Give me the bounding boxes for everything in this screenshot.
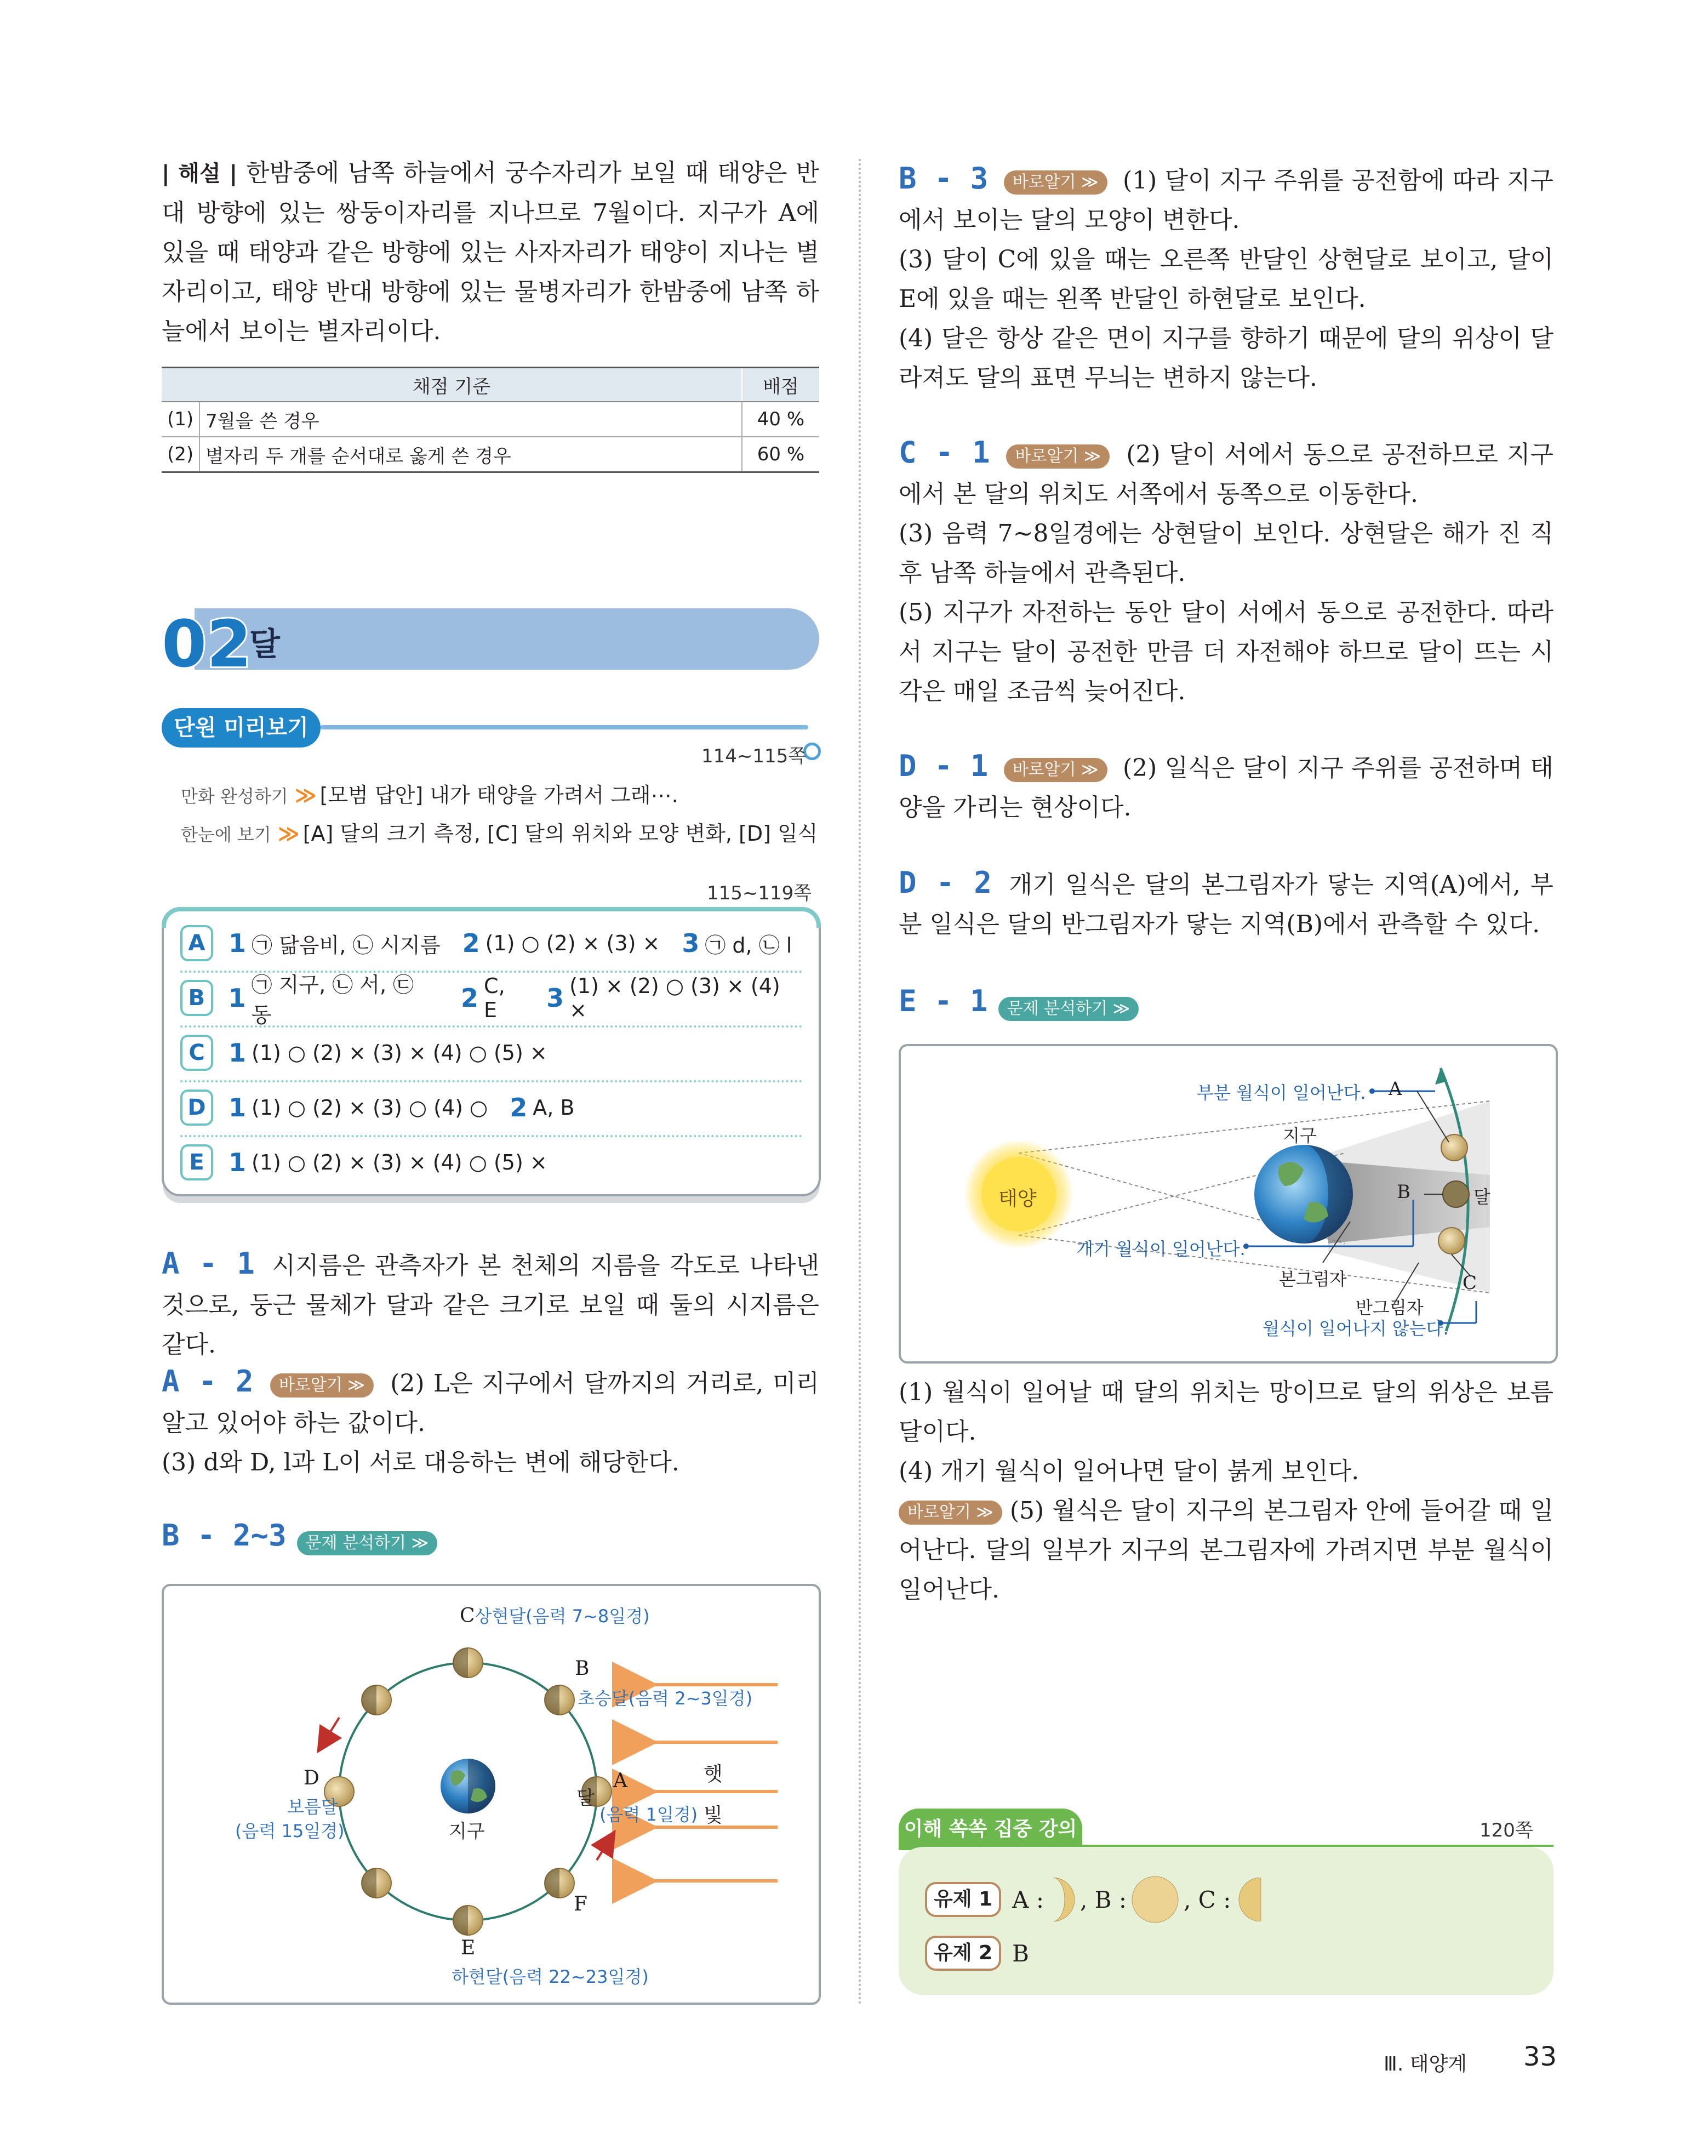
moon-phase-diagram <box>162 1584 821 2005</box>
moon-c-caption: C상현달(음력 7~8일경) <box>460 1605 650 1627</box>
moon-a-icon <box>1441 1134 1467 1161</box>
d1-block: D - 1 바로알기 ≫ (2) 일식은 달이 지구 주위를 공전하며 태양을 가리는 현상이다. <box>899 749 1553 822</box>
explanation-text: | 해설 | 한밤중에 남쪽 하늘에서 궁수자리가 보일 때 태양은 반대 방향에 있는 쌍둥이자리를 지나므로 7월이다. 지구가 A에 있을 때 태양과 같은 방향에 있는 사자자리가 태양이 지나는 별자리이고, 태양 반대 방향에 있는 물병자리가 한밤중에 남쪽 하늘에서 보이는 별자리이다. <box>162 159 819 345</box>
moon-d-caption: 보름달 <box>287 1796 338 1817</box>
preview-label: 단원 미리보기 <box>162 708 321 748</box>
preview-pages: 114~115쪽 <box>701 745 807 767</box>
explanation-block <box>162 153 819 473</box>
moon-phase-c-icon <box>1236 1878 1264 1921</box>
earth-icon <box>1254 1145 1353 1244</box>
moon-b-icon <box>1443 1181 1469 1207</box>
moon-b-letter: B <box>575 1657 590 1680</box>
e1-heading: E - 1 문제 분석하기 ≫ <box>899 984 1146 1021</box>
moon-b-letter: B <box>1397 1181 1410 1203</box>
moon-b-caption: 초승달(음력 2~3일경) <box>578 1688 753 1709</box>
exercise-2: 유제 2 B <box>925 1936 1029 1971</box>
moon-e-letter: E <box>461 1937 476 1959</box>
d2-block: D - 2 개기 일식은 달의 본그림자가 닿는 지역(A)에서, 부분 일식은 달의 반그림자가 닿는 지역(B)에서 관측할 수 있다. <box>899 865 1553 938</box>
moon-phase-b-icon <box>1129 1875 1181 1924</box>
preview-item: 한눈에 보기 ≫ [A] 달의 크기 측정, [C] 달의 위치와 모양 변화, [D] 일식 <box>181 822 818 846</box>
moon-orbit-figure <box>164 1586 819 2003</box>
total-eclipse-label: 개기 월식이 일어난다. <box>1076 1239 1246 1259</box>
answer-pages: 115~119쪽 <box>707 882 812 904</box>
b23-heading: B - 2~3 문제 분석하기 ≫ <box>162 1518 445 1555</box>
column-divider <box>859 159 861 2006</box>
earth-label: 지구 <box>449 1821 485 1843</box>
moon-phase-a-icon <box>1047 1878 1080 1921</box>
page-number: 33 <box>1523 2041 1557 2072</box>
b3-block: B - 3 바로알기 ≫ (1) 달이 지구 주위를 공전함에 따라 지구에서 보이는 달의 모양이 변한다. (3) 달이 C에 있을 때는 오른쪽 반달인 상현달로 보이고, 달이 E에 있을 때는 왼쪽 반달인 하현달로 보인다. (4) 달은 항상 같은 면이 지구를 향하기 때문에 달의 위상이 달라져도 달의 표면 무늬는 변하지 않는다. <box>899 161 1553 392</box>
sun-label: 태양 <box>998 1188 1037 1210</box>
preview-item: 만화 완성하기 ≫ [모범 답안] 내가 태양을 가려서 그래⋯. <box>181 783 678 807</box>
focus-lecture-box <box>899 1847 1553 1995</box>
umbra-label: 본그림자 <box>1279 1269 1347 1290</box>
moon-c-icon <box>1438 1228 1465 1254</box>
sunlight-label-1: 햇 <box>704 1763 723 1786</box>
answer-row-b: B 1 ㉠ 지구, ㉡ 서, ㉢ 동 2 C, E 3 (1) × (2) ○ (3) × (4) × <box>180 971 802 1028</box>
lunar-eclipse-diagram <box>899 1044 1558 1364</box>
no-eclipse-label: 월식이 일어나지 않는다. <box>1263 1318 1449 1339</box>
moon-d-date: (음력 15일경) <box>235 1821 345 1841</box>
answer-box <box>162 907 821 1196</box>
moon-e-caption: 하현달(음력 22~23일경) <box>452 1966 649 1987</box>
answer-row-c: C 1 (1) ○ (2) × (3) × (4) ○ (5) × <box>180 1025 802 1082</box>
moon-a-letter: A <box>613 1770 627 1792</box>
table-row: (1) 7월을 쓴 경우 40 % <box>162 402 819 437</box>
criteria-header: 채점 기준 <box>162 368 742 402</box>
moon-c-letter: C <box>1463 1272 1477 1294</box>
answer-row-d: D 1 (1) ○ (2) × (3) ○ (4) ○ 2 A, B <box>180 1080 802 1137</box>
section-banner <box>162 606 819 682</box>
focus-lecture-label: 이해 쏙쏙 집중 강의 <box>899 1809 1082 1850</box>
penumbra-label: 반그림자 <box>1356 1297 1424 1318</box>
moon-a-letter: A <box>1389 1078 1402 1100</box>
moon-label: 달 <box>1473 1187 1490 1207</box>
moon-a-caption: (음력 1일경) <box>599 1804 698 1825</box>
partial-eclipse-label: 부분 월식이 일어난다. <box>1197 1082 1366 1103</box>
earth-icon <box>441 1759 495 1813</box>
section-title: 달 <box>249 625 281 663</box>
a1-block: A - 1 시지름은 관측자가 본 천체의 지름을 각도로 나타낸 것으로, 둥근 물체가 달과 같은 크기로 보일 때 둘의 시지름은 같다. <box>162 1246 819 1359</box>
a2-block: A - 2 바로알기 ≫ (2) L은 지구에서 달까지의 거리로, 미리 알고 있어야 하는 값이다. (3) d와 D, l과 L이 서로 대응하는 변에 해당한다. <box>162 1364 819 1476</box>
points-header: 배점 <box>742 368 819 402</box>
answer-row-a: A 1 ㉠ 닮음비, ㉡ 시지름 2 (1) ○ (2) × (3) × 3 ㉠ d, ㉡ l <box>180 916 802 973</box>
focus-pages: 120쪽 <box>1479 1820 1533 1841</box>
moon-f-letter: F <box>574 1893 587 1915</box>
section-number: 02 <box>162 606 252 682</box>
sunlight-label-2: 빛 <box>704 1804 723 1827</box>
exercise-1: 유제 1 A : , B : , C : <box>925 1875 1264 1924</box>
grading-table <box>162 367 819 473</box>
earth-label: 지구 <box>1283 1125 1317 1146</box>
chapter-label: Ⅲ. 태양계 <box>1384 2053 1467 2075</box>
answer-row-e: E 1 (1) ○ (2) × (3) × (4) ○ (5) × <box>180 1135 802 1190</box>
moon-d-letter: D <box>304 1767 319 1789</box>
moon-label: 달 <box>573 1788 595 1806</box>
explain-label: | 해설 | <box>162 161 238 186</box>
e1-explanation: (1) 월식이 일어날 때 달의 위치는 망이므로 달의 위상은 보름달이다. (4) 개기 월식이 일어나면 달이 붉게 보인다. 바로알기 ≫ (5) 월식은 달이 지구의 본그림자 안에 들어갈 때 일어난다. 달의 일부가 지구의 본그림자에 가려지면 부분 월식이 일어난다. <box>899 1378 1553 1604</box>
c1-block: C - 1 바로알기 ≫ (2) 달이 서에서 동으로 공전하므로 지구에서 본 달의 위치도 서쪽에서 동쪽으로 이동한다. (3) 음력 7~8일경에는 상현달이 보인다. 상현달은 해가 진 직후 남쪽 하늘에서 관측된다. (5) 지구가 자전하는 동안 달이 서에서 동으로 공전한다. 따라서 지구는 달이 공전한 만큼 더 자전해야 하므로 달이 뜨는 시각은 매일 조금씩 늦어진다. <box>899 435 1553 705</box>
table-row: (2) 별자리 두 개를 순서대로 옳게 쓴 경우 60 % <box>162 437 819 472</box>
